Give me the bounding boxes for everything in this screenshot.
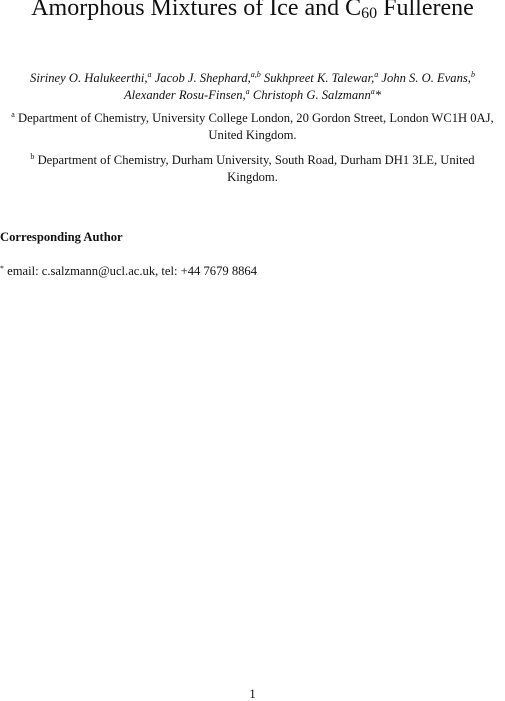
page-number: 1 [249,687,256,701]
affiliation-text: Department of Chemistry, University College London, 20 Gordon Street, London WC1H 0AJ, [18,111,494,125]
affiliation-label: b [30,152,35,161]
author-name: Christoph G. Salzmann [252,88,371,102]
affiliation-b [0,152,505,186]
author-name: Siriney O. Halukeerthi, [30,71,148,85]
author-name: Alexander Rosu-Finsen, [123,88,246,102]
affiliation-a-line-1 [0,110,505,127]
author-affiliation-mark: a [147,70,152,79]
author-affiliation-mark: a [370,87,375,96]
corresponding-marker: * [0,264,4,273]
corresponding-author-contact [0,263,257,279]
affiliation-a-line-2: United Kingdom. [208,128,297,142]
author-line-2 [0,87,505,104]
affiliation-label: a [11,110,15,119]
author-affiliation-mark: a [374,70,379,79]
title-prefix: Amorphous Mixtures of Ice and C [31,0,362,21]
author-affiliation-mark: a [245,87,250,96]
affiliation-a [0,110,505,144]
author-name: Sukhpreet K. Talewar, [263,71,375,85]
corresponding-author-heading: Corresponding Author [0,230,123,244]
author-affiliation-mark: a,b [250,70,261,79]
corresponding-mark: * [374,88,382,102]
paper-title [0,0,505,22]
author-name: Jacob J. Shephard, [154,71,251,85]
author-name: John S. O. Evans, [381,71,471,85]
title-subscript: 60 [361,5,378,22]
corresponding-contact-text: email: c.salzmann@ucl.ac.uk, tel: +44 7679 8864 [7,264,258,278]
author-affiliation-mark: b [470,70,475,79]
author-line-1 [0,70,505,87]
title-suffix: Fullerene [377,0,474,21]
affiliation-b-line-2: Kingdom. [227,170,278,184]
affiliation-b-line-1 [0,152,505,169]
affiliation-text: Department of Chemistry, Durham University, South Road, Durham DH1 3LE, United [37,153,475,167]
